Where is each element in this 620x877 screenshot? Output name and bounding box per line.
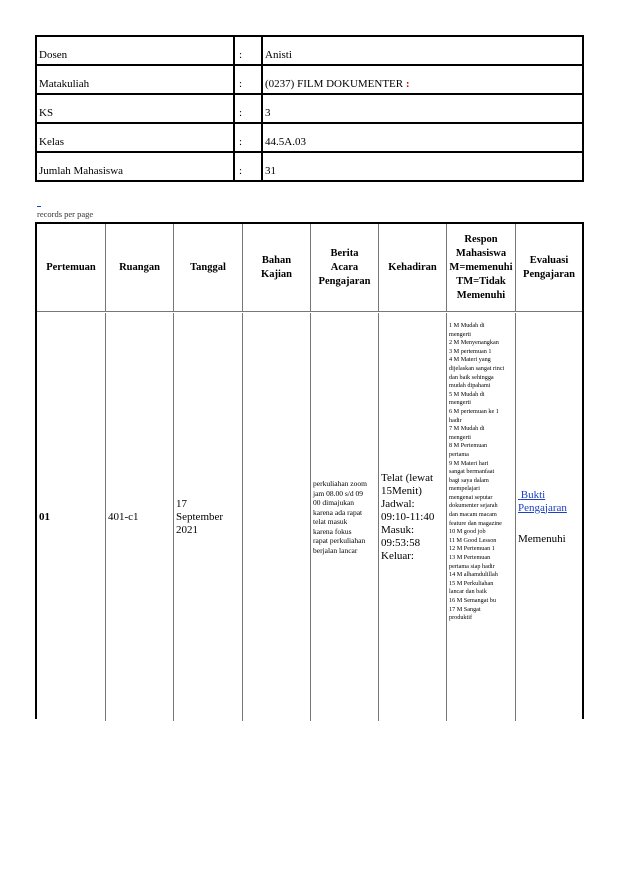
evaluasi-status: Memenuhi: [518, 532, 566, 545]
header-text: Ruangan: [119, 261, 160, 273]
info-value-text: (0237) FILM DOKUMENTER: [265, 78, 404, 90]
info-value-text: 44.5A.03: [265, 136, 306, 148]
info-separator: :: [234, 94, 262, 123]
header-text: Evaluasi: [529, 254, 569, 266]
respon-line: pertama: [449, 450, 469, 458]
header-text: Kehadiran: [388, 261, 437, 273]
header-kehadiran: [379, 224, 447, 312]
respon-line: 1 M Mudah di: [449, 322, 485, 329]
header-text: Pengajaran: [523, 268, 575, 280]
berita-line: jam 08.00 s/d 09: [313, 488, 363, 498]
respon-line: mengenai seputar: [449, 493, 493, 501]
berita-line: karena ada rapat: [313, 507, 363, 517]
info-row-matakuliah: [36, 65, 583, 94]
info-label: Matakuliah: [36, 65, 234, 94]
info-separator: :: [234, 123, 262, 152]
header-tanggal: [174, 224, 243, 312]
link-text: Pengajaran: [518, 501, 567, 514]
info-label: Jumlah Mahasiswa: [36, 152, 234, 181]
respon-line: 9 M Materi hari: [449, 459, 489, 467]
respon-line: 5 M Mudah di: [449, 390, 485, 398]
respon-line: 15 M Perkuliahan: [449, 579, 494, 587]
info-separator: :: [234, 36, 262, 65]
respon-line: 4 M Materi yang: [449, 356, 491, 364]
header-text: Kajian: [261, 268, 292, 280]
cell-respon: [447, 313, 516, 721]
header-evaluasi: [516, 224, 582, 312]
respon-line: 2 M Menyenangkan: [449, 339, 499, 347]
kehadiran-line: 15Menit): [381, 484, 422, 497]
info-row-jumlah: [36, 152, 583, 181]
respon-line: lancar dan baik: [449, 588, 487, 596]
header-text: Acara: [330, 261, 359, 273]
header-text: Bahan: [261, 254, 292, 266]
header-text: Mahasiswa: [455, 247, 507, 259]
respon-line: mengerti: [449, 399, 471, 407]
berita-line: 00 dimajukan: [313, 498, 355, 507]
respon-line: pertama siap hadir: [449, 562, 495, 570]
kehadiran-line: Telat (lewat: [381, 471, 434, 484]
respon-line: dan macam macam: [449, 511, 497, 519]
info-separator: :: [234, 152, 262, 181]
cell-evaluasi: [516, 313, 582, 721]
respon-line: 7 M Mudah di: [449, 425, 485, 433]
info-value: [262, 36, 583, 65]
respon-line: 10 M good job: [449, 528, 486, 536]
berita-line: rapat perkuliahan: [313, 536, 366, 545]
respon-line: dokumenter sejarah: [449, 502, 498, 510]
cell-bahan-kajian: [243, 313, 311, 721]
info-value-text: 31: [265, 165, 276, 177]
info-row-dosen: [36, 36, 583, 65]
attendance-table: [35, 222, 584, 719]
header-berita-acara: [311, 224, 379, 312]
info-value: [262, 152, 583, 181]
info-mark: :: [405, 78, 410, 90]
cell-kehadiran: [379, 313, 447, 721]
date-line: September: [176, 510, 224, 523]
kehadiran-line: Keluar:: [381, 549, 414, 562]
info-label: KS: [36, 94, 234, 123]
respon-line: 13 M Pertemuan: [449, 554, 491, 562]
info-value: [262, 65, 583, 94]
course-info-table: [35, 35, 584, 182]
header-text: Pertemuan: [46, 261, 96, 273]
respon-line: produktif: [449, 614, 473, 622]
header-pertemuan: [37, 224, 106, 312]
info-separator: :: [234, 65, 262, 94]
respon-line: 14 M alhamdulillah: [449, 571, 498, 579]
respon-line: 6 M pertemuan ke 1: [449, 407, 499, 415]
berita-line: berjalan lancar: [313, 545, 358, 555]
info-row-kelas: [36, 123, 583, 152]
header-text: Respon: [464, 233, 498, 245]
respon-line: dan baik sehingga: [449, 373, 494, 381]
kehadiran-line: Jadwal:: [381, 497, 415, 510]
respon-line: 3 M pertemuan 1: [449, 347, 492, 355]
berita-line: telat masuk: [313, 517, 348, 526]
respon-line: mengerti: [449, 330, 471, 338]
cell-ruangan: 401-c1: [106, 313, 174, 721]
respon-line: dijelaskan sangat rinci: [449, 364, 505, 372]
info-label: Kelas: [36, 123, 234, 152]
info-label: Dosen: [36, 36, 234, 65]
respon-line: 11 M Good Lesson: [449, 536, 497, 544]
berita-line: karena fokus: [313, 526, 352, 536]
cell-tanggal: [174, 313, 243, 721]
header-text: Tanggal: [190, 261, 226, 273]
info-value-text: 3: [265, 107, 271, 119]
kehadiran-line: 09:10-11:40: [381, 510, 435, 523]
link-text: Bukti: [520, 488, 546, 501]
records-select-marker[interactable]: [37, 206, 41, 207]
respon-line: mengerti: [449, 433, 471, 441]
respon-line: 17 M Sangat: [449, 605, 481, 613]
records-per-page-label: records per page: [37, 209, 94, 219]
respon-line: hadir: [449, 416, 462, 424]
header-text: Memenuhi: [456, 289, 506, 301]
respon-line: bagi saya dalam: [449, 476, 489, 484]
date-line: 17: [176, 497, 187, 510]
info-value-text: Anisti: [265, 49, 292, 61]
header-text: TM=Tidak: [456, 275, 506, 287]
header-text: M=memenuhi: [449, 261, 513, 273]
header-text: Berita: [330, 247, 359, 259]
respon-line: 8 M Pertemuan: [449, 442, 488, 450]
header-ruangan: [106, 224, 174, 312]
kehadiran-line: 09:53:58: [381, 536, 421, 549]
header-respon: [447, 224, 516, 312]
bukti-pengajaran-link[interactable]: [518, 489, 567, 515]
header-bahan-kajian: [243, 224, 311, 312]
respon-line: mempelajari: [449, 485, 480, 493]
respon-line: sangat bermanfaat: [449, 468, 495, 476]
respon-line: mudah dipahami: [449, 382, 491, 390]
respon-line: 16 M Semangat bu: [449, 597, 496, 604]
kehadiran-line: Masuk:: [381, 523, 414, 536]
info-value: [262, 94, 583, 123]
cell-pertemuan: 01: [37, 313, 106, 721]
respon-line: feature dan magazine: [449, 519, 502, 527]
info-value: [262, 123, 583, 152]
cell-berita-acara: [311, 313, 379, 721]
berita-line: perkuliahan zoom: [313, 479, 367, 488]
info-row-ks: [36, 94, 583, 123]
respon-line: 12 M Pertemuan 1: [449, 545, 495, 553]
header-text: Pengajaran: [318, 275, 371, 287]
date-line: 2021: [176, 523, 198, 536]
